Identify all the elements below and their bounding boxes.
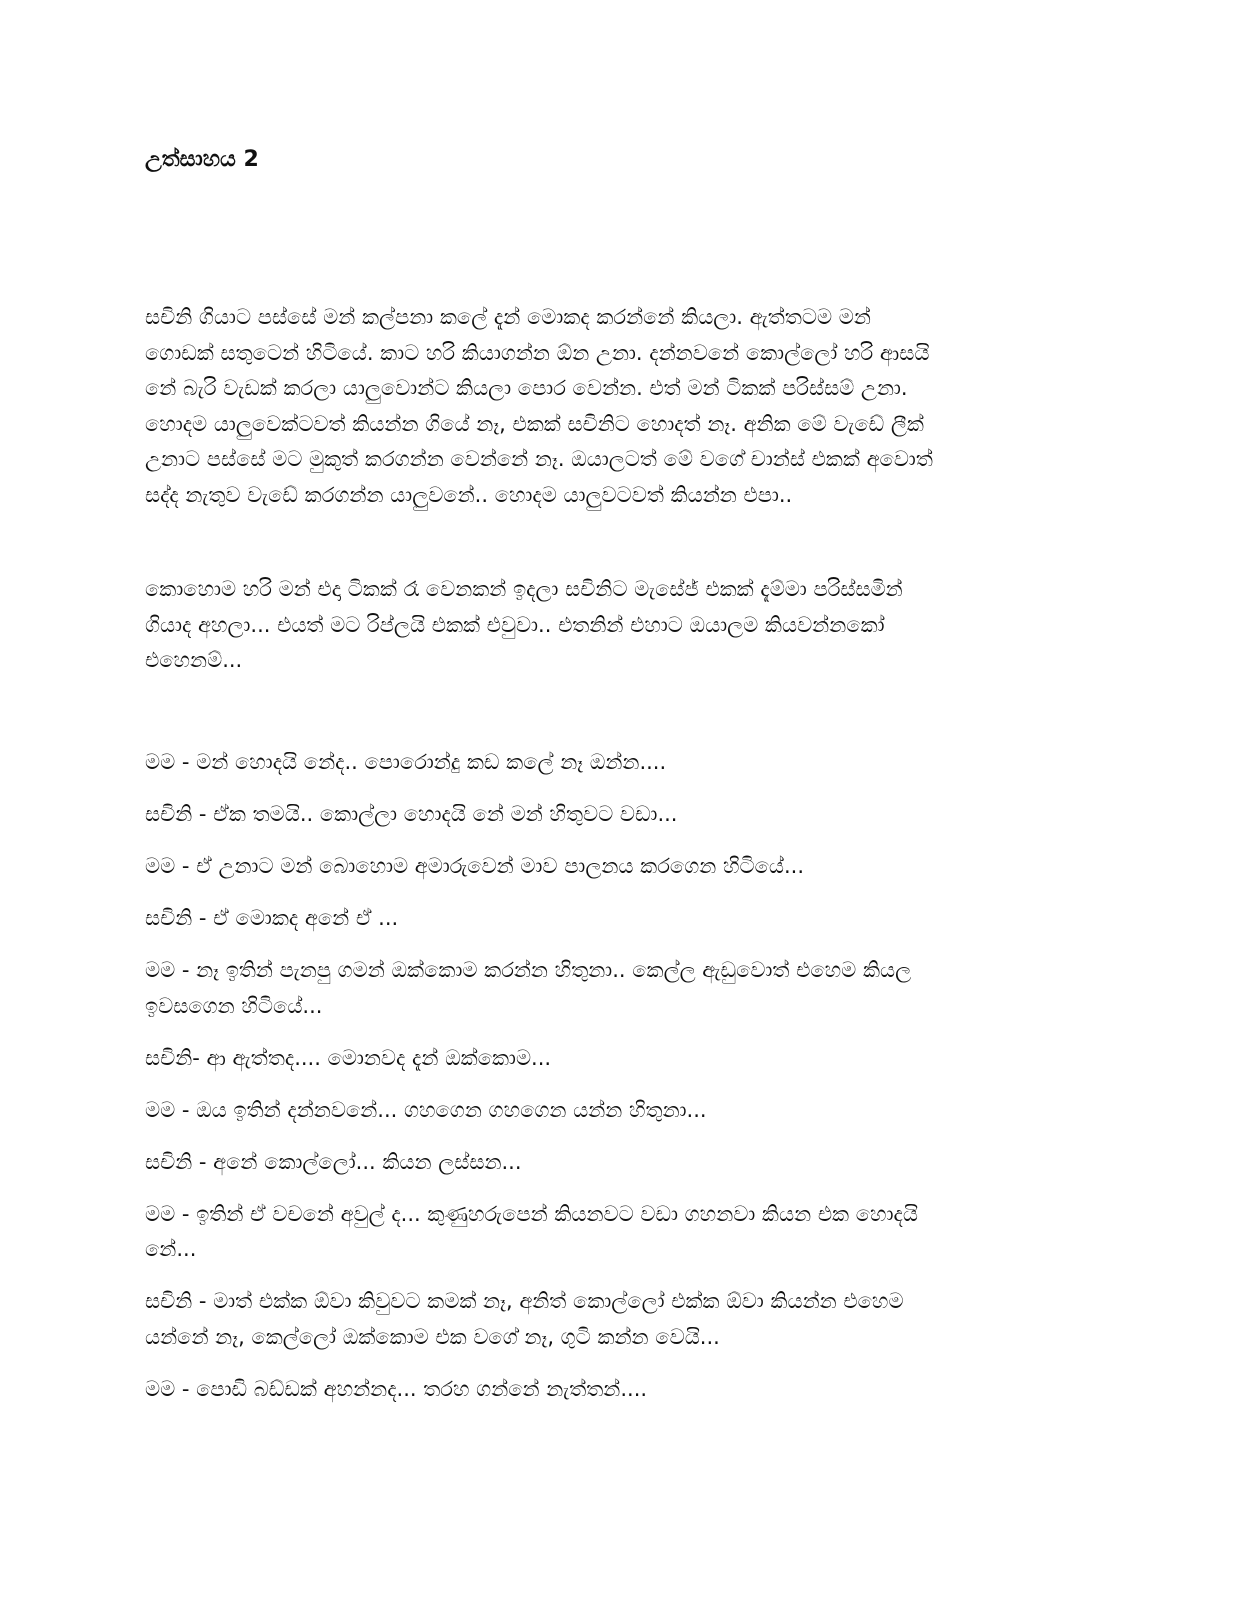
text-line: සචිනි - අනේ කොල්ලෝ... කියන ලස්සන... [145,1149,522,1174]
dialogue-line [145,1197,1075,1268]
dialogue-line [145,1372,1075,1408]
text-line: ගියාද අහලා... එයත් මට රිප්ලයි එකක් එවුවා.. එතනින් එහාට ඔයාලම කියවන්නකෝ [145,612,885,637]
text-line: උනාට පස්සේ මට මුකුත් කරගන්න වෙන්නේ නෑ. ඔයාලටත් මේ වගේ චාන්ස් එකක් අවොත් [145,447,933,471]
document-title: උත්සාහය 2 [145,147,259,172]
dialogue-line [145,797,1075,833]
text-line: සචිනි - මාත් එක්ක ඕවා කිවුවට කමක් නෑ, අනිත් කොල්ලෝ එක්ක ඕවා කියන්න එහෙම [145,1289,904,1313]
text-line: හොදම යාලුවෙක්ටවත් කියන්න ගියේ නෑ, එකක් සචිනිට හොදත් නෑ. අනික මේ වැඩේ ලීක් [145,411,924,436]
text-line: සචිනි- ආ ඇත්තද.... මොනවද දැන් ඔක්කොම... [145,1045,552,1070]
dialogue-line [145,1041,1075,1077]
text-line: නේ... [145,1237,197,1261]
text-line: එහෙනම්... [145,648,243,672]
text-line: නේ බැරි වැඩක් කරලා යාලුවොන්ට කියලා පොර වෙන්න. එත් මන් ටිකක් පරිස්සම් උනා. [145,376,908,400]
text-line: මම - පොඩි බඩ්ඩක් අහන්නද... තරහ ගන්නේ නැත්තන්.... [145,1376,648,1401]
text-line: ඉවසගෙන හිටියේ... [145,993,323,1018]
dialogue-line [145,1284,1075,1355]
dialogue-line [145,849,1075,885]
text-line: මම - ඒ උනාට මන් බොහොම අමාරුවෙන් මාව පාලනය කරගෙන හිටියේ... [145,854,805,878]
dialogue-list [145,745,1075,1424]
dialogue-line [145,901,1075,937]
text-line: සචිනි - ඒ මොකද අනේ ඒ ... [145,906,399,930]
text-line: කොහොම හරි මන් එදා ටිකක් රෑ වෙනකන් ඉදලා සචිනිට මැසේජ් එකක් දැම්මා පරිස්සමින් [145,577,903,601]
dialogue-line [145,1093,1075,1129]
text-line: ගොඩක් සතුටෙන් හිටියේ. කාට හරි කියාගන්න ඕන උනා. දන්නවනේ කොල්ලෝ හරි ආසයි [145,340,930,365]
text-line: මම - ඉතින් ඒ වචනේ අවුල් ද... කුණුහරුපෙන් කියනවට වඩා ගහනවා කියන එක හොදයි [145,1201,918,1226]
text-line: මම - ඔය ඉතින් දන්නවනේ... ගහගෙන ගහගෙන යන්න හිතුනා... [145,1097,707,1122]
dialogue-line [145,1145,1075,1181]
text-line: සචිනි - ඒක තමයි.. කොල්ලා හොදයි නේ මන් හිතුවට වඩා... [145,802,678,826]
text-line: මම - නෑ ඉතින් පැනපු ගමන් ඔක්කොම කරන්න හිතුනා.. කෙල්ල ඇඩුවොත් එහෙම කියල [145,958,912,982]
dialogue-line [145,745,1075,781]
paragraph-2 [145,572,1075,679]
text-line: සද්ද නැතුව වැඩේ කරගන්න යාලුවනේ.. හොදම යාලුවටවත් කියන්න එපා.. [145,482,793,507]
paragraph-1 [145,300,1075,513]
text-line: සචිනි ගියාට පස්සේ මන් කල්පනා කලේ දැන් මොකද කරන්නේ කියලා. ඇත්තටම මන් [145,305,871,329]
dialogue-line [145,953,1075,1024]
text-line: යන්නේ නෑ, කෙල්ලෝ ඔක්කොම එක වගේ නෑ, ගුටි කන්න වෙයි... [145,1324,720,1349]
text-line: මම - මන් හොදයි නේද.. පොරොන්දු කඩ කලේ නෑ ඔන්න.... [145,750,667,774]
